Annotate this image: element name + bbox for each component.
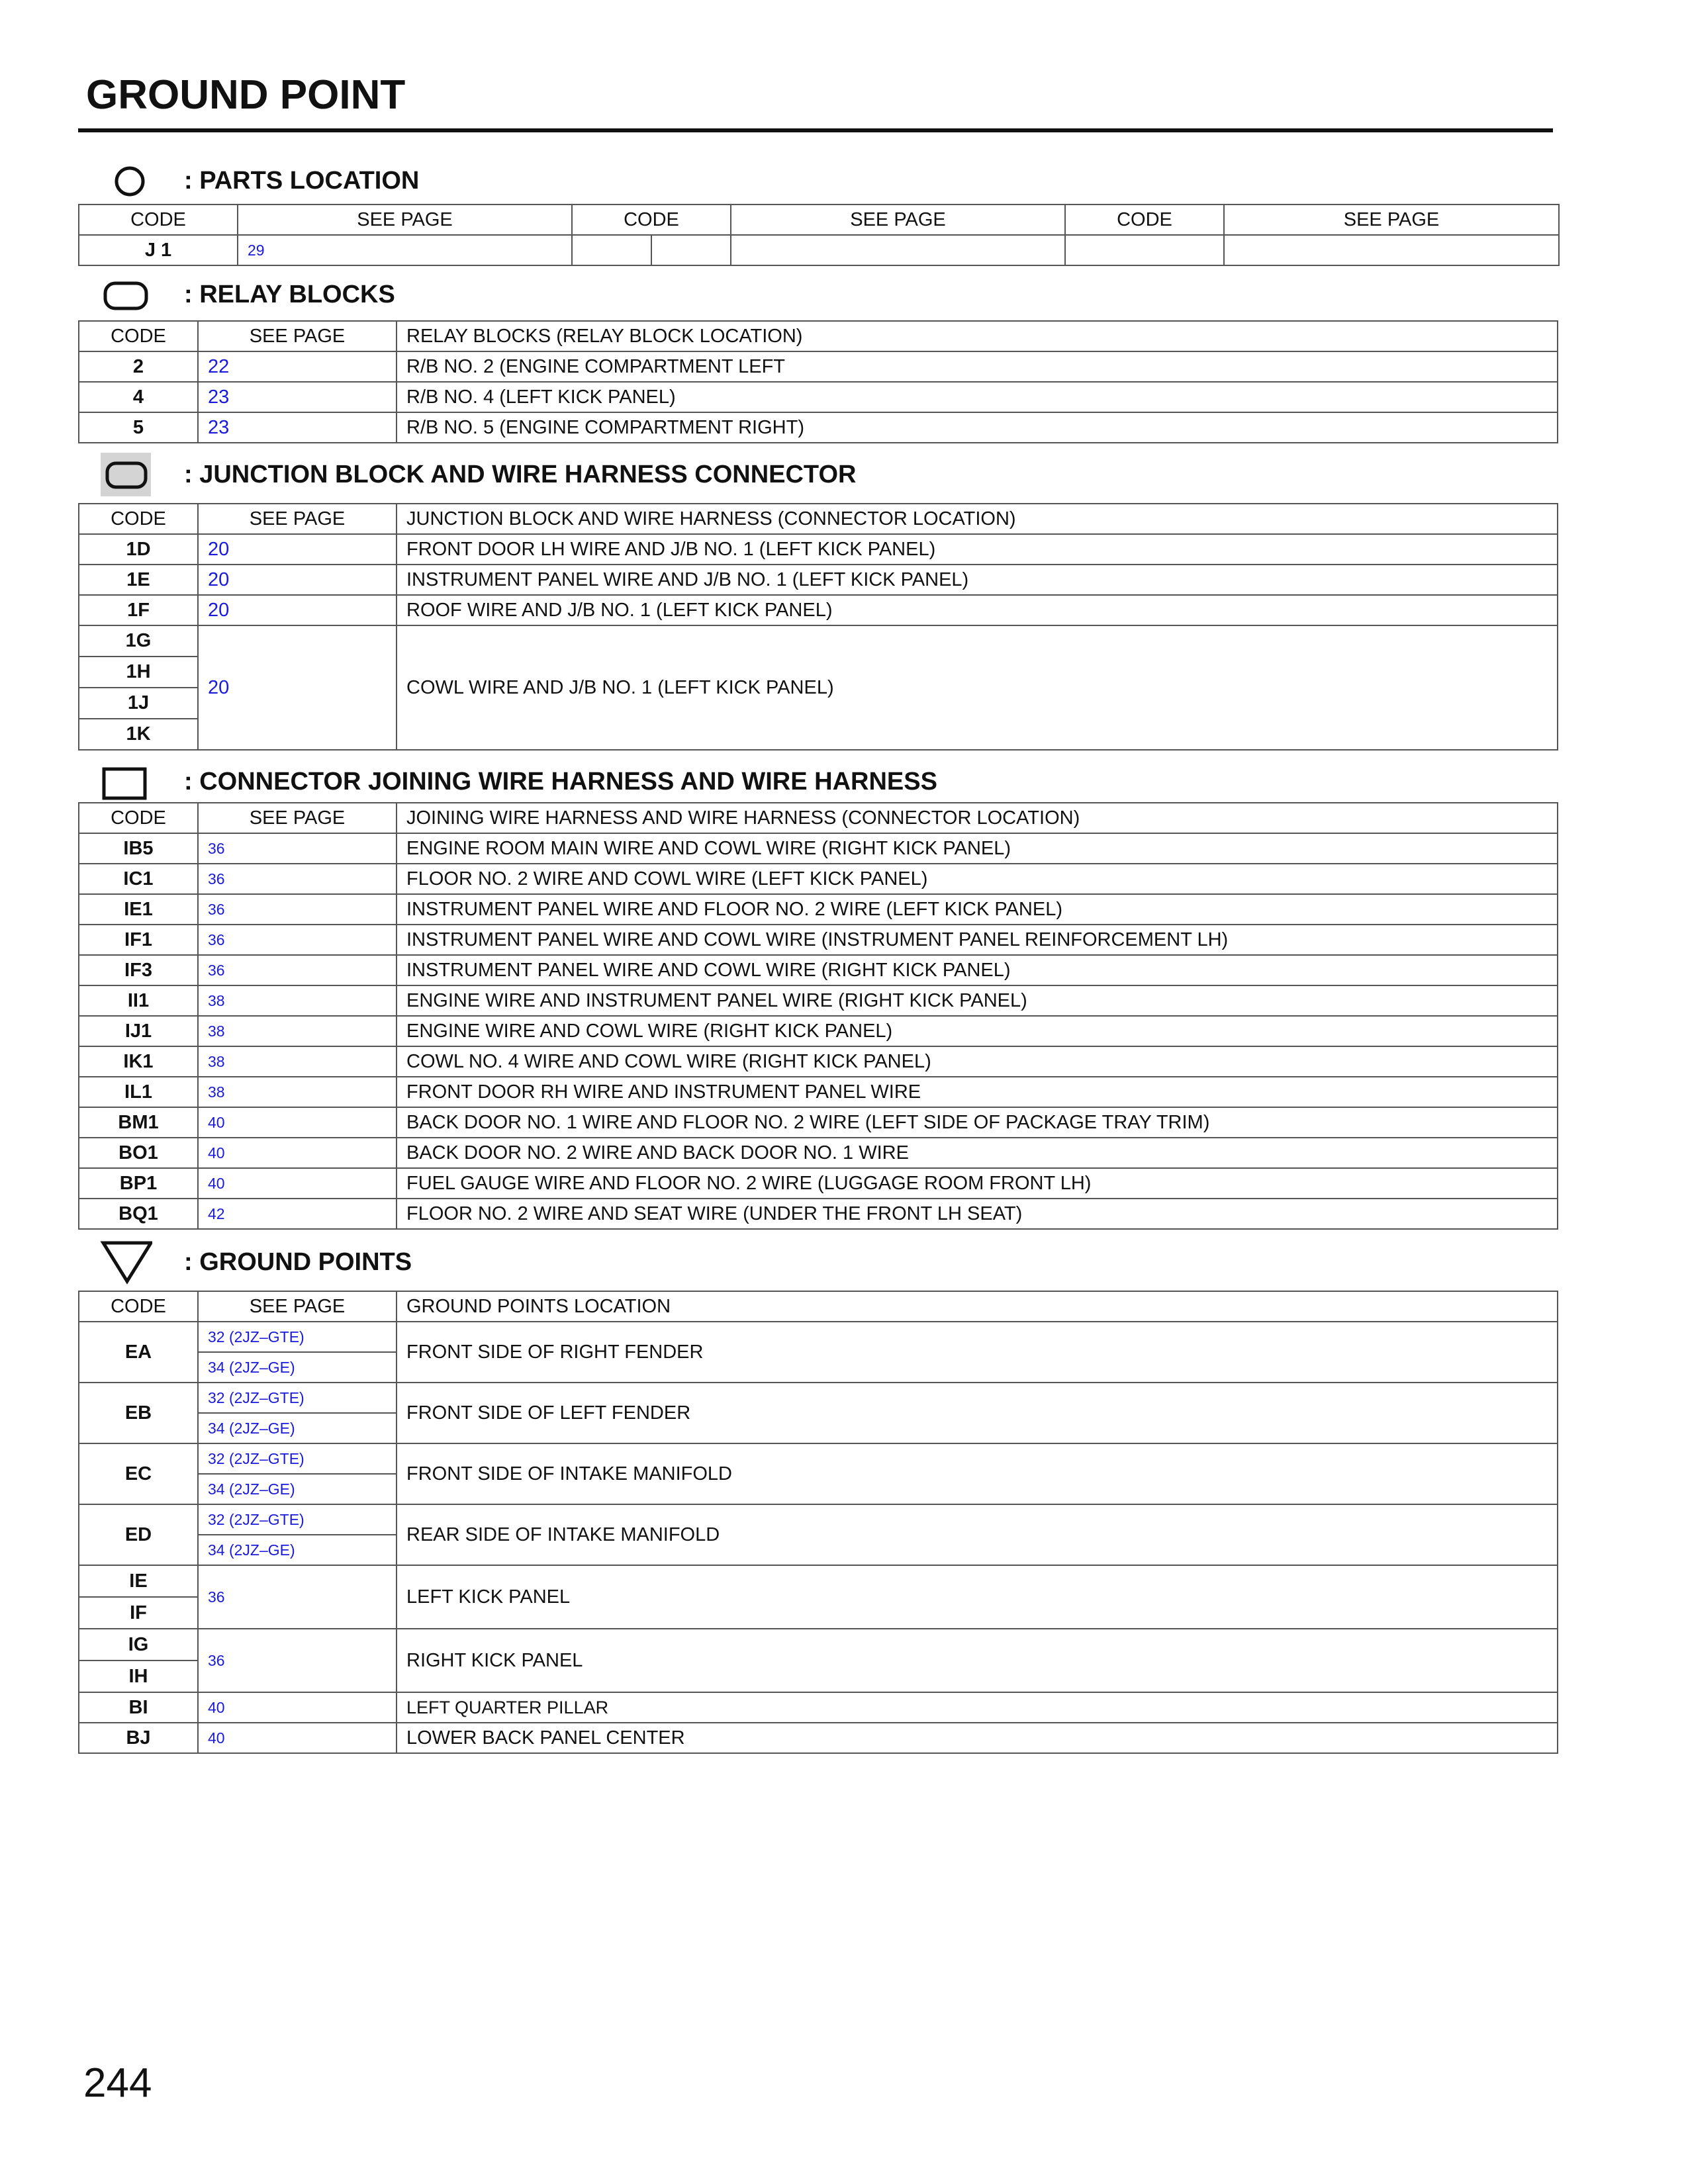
page-link[interactable]: 32 (2JZ–GTE) — [198, 1504, 397, 1535]
desc-cell: R/B NO. 2 (ENGINE COMPARTMENT LEFT — [397, 351, 1558, 382]
table-header — [79, 205, 1559, 235]
header-cell: CODE — [79, 1291, 198, 1322]
table-row — [79, 1107, 1558, 1138]
code-cell: IK1 — [79, 1046, 198, 1077]
table-row — [79, 985, 1558, 1016]
code-cell: IJ1 — [79, 1016, 198, 1046]
desc-cell: R/B NO. 4 (LEFT KICK PANEL) — [397, 382, 1558, 412]
connector-table — [78, 802, 1558, 1230]
desc-cell: FUEL GAUGE WIRE AND FLOOR NO. 2 WIRE (LUGGAGE ROOM FRONT LH) — [397, 1168, 1558, 1199]
code-cell: BM1 — [79, 1107, 198, 1138]
table-row — [79, 1046, 1558, 1077]
code-cell: 1G — [79, 625, 198, 657]
code-cell: II1 — [79, 985, 198, 1016]
section-title: : GROUND POINTS — [184, 1248, 412, 1276]
table-row — [79, 625, 1558, 657]
empty-cell — [651, 235, 731, 265]
table-row — [79, 351, 1558, 382]
page-link[interactable]: 38 — [198, 1046, 397, 1077]
table-row — [79, 1199, 1558, 1229]
desc-cell: INSTRUMENT PANEL WIRE AND FLOOR NO. 2 WIRE (LEFT KICK PANEL) — [397, 894, 1558, 925]
desc-cell: FLOOR NO. 2 WIRE AND SEAT WIRE (UNDER THE FRONT LH SEAT) — [397, 1199, 1558, 1229]
table-row — [79, 1723, 1558, 1753]
desc-cell: INSTRUMENT PANEL WIRE AND COWL WIRE (RIGHT KICK PANEL) — [397, 955, 1558, 985]
page-link[interactable]: 36 — [198, 925, 397, 955]
desc-cell: FRONT DOOR RH WIRE AND INSTRUMENT PANEL WIRE — [397, 1077, 1558, 1107]
page-link[interactable]: 34 (2JZ–GE) — [198, 1413, 397, 1443]
table-header — [79, 504, 1558, 534]
code-cell: EA — [79, 1322, 198, 1383]
header-cell: CODE — [79, 321, 198, 351]
table-row — [79, 1565, 1558, 1597]
ground-triangle-icon — [99, 1239, 152, 1285]
section-title: : PARTS LOCATION — [184, 167, 420, 195]
parts-location-table — [78, 204, 1560, 266]
page-link[interactable]: 36 — [198, 833, 397, 864]
desc-cell: FRONT DOOR LH WIRE AND J/B NO. 1 (LEFT KICK PANEL) — [397, 534, 1558, 565]
table-row — [79, 1077, 1558, 1107]
code-cell: IB5 — [79, 833, 198, 864]
table-header — [79, 1291, 1558, 1322]
page-link[interactable]: 38 — [198, 985, 397, 1016]
page-link[interactable]: 36 — [198, 864, 397, 894]
page-link[interactable]: 40 — [198, 1692, 397, 1723]
code-cell: 4 — [79, 382, 198, 412]
code-cell: BQ1 — [79, 1199, 198, 1229]
desc-cell: BACK DOOR NO. 2 WIRE AND BACK DOOR NO. 1 WIRE — [397, 1138, 1558, 1168]
code-cell: 2 — [79, 351, 198, 382]
header-cell: SEE PAGE — [731, 205, 1065, 235]
title-rule — [78, 128, 1553, 132]
header-cell: CODE — [572, 205, 731, 235]
code-cell: IC1 — [79, 864, 198, 894]
desc-cell: ENGINE ROOM MAIN WIRE AND COWL WIRE (RIGHT KICK PANEL) — [397, 833, 1558, 864]
table-row — [79, 235, 1559, 265]
code-cell: 1H — [79, 657, 198, 688]
junction-block-icon — [99, 451, 152, 498]
code-cell: EC — [79, 1443, 198, 1504]
empty-cell — [572, 235, 651, 265]
page-link[interactable]: 29 — [238, 235, 572, 265]
table-row — [79, 1322, 1558, 1352]
table-header — [79, 321, 1558, 351]
desc-cell: FRONT SIDE OF LEFT FENDER — [397, 1383, 1558, 1443]
page-link[interactable]: 20 — [198, 595, 397, 625]
page-link[interactable]: 32 (2JZ–GTE) — [198, 1383, 397, 1413]
table-row — [79, 595, 1558, 625]
header-cell: GROUND POINTS LOCATION — [397, 1291, 1558, 1322]
table-row — [79, 1692, 1558, 1723]
header-cell: SEE PAGE — [198, 1291, 397, 1322]
desc-cell: LOWER BACK PANEL CENTER — [397, 1723, 1558, 1753]
code-cell: 5 — [79, 412, 198, 443]
header-cell: CODE — [79, 504, 198, 534]
desc-cell: LEFT QUARTER PILLAR — [397, 1692, 1558, 1723]
table-row — [79, 894, 1558, 925]
desc-cell: ENGINE WIRE AND COWL WIRE (RIGHT KICK PANEL) — [397, 1016, 1558, 1046]
page-link[interactable]: 38 — [198, 1016, 397, 1046]
header-cell: SEE PAGE — [238, 205, 572, 235]
page-link[interactable]: 38 — [198, 1077, 397, 1107]
page-link[interactable]: 40 — [198, 1107, 397, 1138]
desc-cell: BACK DOOR NO. 1 WIRE AND FLOOR NO. 2 WIRE (LEFT SIDE OF PACKAGE TRAY TRIM) — [397, 1107, 1558, 1138]
page-link[interactable]: 32 (2JZ–GTE) — [198, 1322, 397, 1352]
connector-icon — [99, 758, 152, 805]
desc-cell: R/B NO. 5 (ENGINE COMPARTMENT RIGHT) — [397, 412, 1558, 443]
desc-cell: ROOF WIRE AND J/B NO. 1 (LEFT KICK PANEL) — [397, 595, 1558, 625]
page-link[interactable]: 40 — [198, 1168, 397, 1199]
code-cell: 1E — [79, 565, 198, 595]
code-cell: IE1 — [79, 894, 198, 925]
code-cell: 1K — [79, 719, 198, 750]
page-link[interactable]: 22 — [198, 351, 397, 382]
page-link[interactable]: 36 — [198, 955, 397, 985]
page-link[interactable]: 34 (2JZ–GE) — [198, 1535, 397, 1565]
code-cell: BP1 — [79, 1168, 198, 1199]
desc-cell: INSTRUMENT PANEL WIRE AND J/B NO. 1 (LEFT KICK PANEL) — [397, 565, 1558, 595]
section-title: : RELAY BLOCKS — [184, 281, 395, 308]
header-cell: CODE — [1065, 205, 1224, 235]
empty-cell — [1224, 235, 1559, 265]
desc-cell: FRONT SIDE OF RIGHT FENDER — [397, 1322, 1558, 1383]
table-row — [79, 565, 1558, 595]
header-cell: RELAY BLOCKS (RELAY BLOCK LOCATION) — [397, 321, 1558, 351]
code-cell: EB — [79, 1383, 198, 1443]
table-row — [79, 1016, 1558, 1046]
table-row — [79, 925, 1558, 955]
code-cell: IE — [79, 1565, 198, 1597]
section-title: : JUNCTION BLOCK AND WIRE HARNESS CONNECTOR — [184, 461, 857, 488]
header-cell: SEE PAGE — [1224, 205, 1559, 235]
page-link[interactable]: 36 — [198, 1565, 397, 1629]
header-cell: JOINING WIRE HARNESS AND WIRE HARNESS (CONNECTOR LOCATION) — [397, 803, 1558, 833]
page-link[interactable]: 23 — [198, 412, 397, 443]
desc-cell: COWL WIRE AND J/B NO. 1 (LEFT KICK PANEL) — [397, 625, 1558, 750]
table-row — [79, 1629, 1558, 1661]
page-link[interactable]: 36 — [198, 894, 397, 925]
table-row — [79, 955, 1558, 985]
table-row — [79, 1168, 1558, 1199]
page-link[interactable]: 32 (2JZ–GTE) — [198, 1443, 397, 1474]
header-cell: JUNCTION BLOCK AND WIRE HARNESS (CONNECTOR LOCATION) — [397, 504, 1558, 534]
table-row — [79, 864, 1558, 894]
page-link[interactable]: 23 — [198, 382, 397, 412]
header-cell: SEE PAGE — [198, 321, 397, 351]
page-link[interactable]: 36 — [198, 1629, 397, 1692]
code-cell: IL1 — [79, 1077, 198, 1107]
table-row — [79, 1443, 1558, 1474]
table-row — [79, 1383, 1558, 1413]
code-cell: IF — [79, 1597, 198, 1629]
desc-cell: FLOOR NO. 2 WIRE AND COWL WIRE (LEFT KICK PANEL) — [397, 864, 1558, 894]
page-number: 244 — [83, 2060, 152, 2106]
table-row — [79, 534, 1558, 565]
ground-points-table — [78, 1291, 1558, 1754]
code-cell: ED — [79, 1504, 198, 1565]
code-cell: IF3 — [79, 955, 198, 985]
page-title: GROUND POINT — [86, 72, 406, 118]
page-link[interactable]: 42 — [198, 1199, 397, 1229]
empty-cell — [1065, 235, 1224, 265]
page-link[interactable]: 34 (2JZ–GE) — [198, 1474, 397, 1504]
desc-cell: INSTRUMENT PANEL WIRE AND COWL WIRE (INSTRUMENT PANEL REINFORCEMENT LH) — [397, 925, 1558, 955]
table-header — [79, 803, 1558, 833]
code-cell: BO1 — [79, 1138, 198, 1168]
header-cell: SEE PAGE — [198, 504, 397, 534]
code-cell: 1J — [79, 688, 198, 719]
code-cell: BJ — [79, 1723, 198, 1753]
circle-icon — [99, 158, 152, 204]
code-cell: BI — [79, 1692, 198, 1723]
table-row — [79, 833, 1558, 864]
header-cell: CODE — [79, 205, 238, 235]
desc-cell: RIGHT KICK PANEL — [397, 1629, 1558, 1692]
section-title: : CONNECTOR JOINING WIRE HARNESS AND WIRE HARNESS — [184, 768, 937, 796]
header-cell: CODE — [79, 803, 198, 833]
page-link[interactable]: 20 — [198, 625, 397, 750]
code-cell: J 1 — [79, 235, 238, 265]
desc-cell: FRONT SIDE OF INTAKE MANIFOLD — [397, 1443, 1558, 1504]
page-link[interactable]: 20 — [198, 534, 397, 565]
junction-block-table — [78, 503, 1558, 751]
page-link[interactable]: 34 (2JZ–GE) — [198, 1352, 397, 1383]
table-row — [79, 1138, 1558, 1168]
desc-cell: REAR SIDE OF INTAKE MANIFOLD — [397, 1504, 1558, 1565]
code-cell: 1D — [79, 534, 198, 565]
page-link[interactable]: 40 — [198, 1723, 397, 1753]
page-link[interactable]: 20 — [198, 565, 397, 595]
code-cell: IH — [79, 1661, 198, 1692]
code-cell: IF1 — [79, 925, 198, 955]
code-cell: IG — [79, 1629, 198, 1661]
table-row — [79, 382, 1558, 412]
desc-cell: ENGINE WIRE AND INSTRUMENT PANEL WIRE (RIGHT KICK PANEL) — [397, 985, 1558, 1016]
relay-block-icon — [99, 271, 152, 318]
empty-cell — [731, 235, 1065, 265]
table-row — [79, 412, 1558, 443]
table-row — [79, 1504, 1558, 1535]
page-link[interactable]: 40 — [198, 1138, 397, 1168]
code-cell: 1F — [79, 595, 198, 625]
header-cell: SEE PAGE — [198, 803, 397, 833]
desc-cell: COWL NO. 4 WIRE AND COWL WIRE (RIGHT KICK PANEL) — [397, 1046, 1558, 1077]
relay-blocks-table — [78, 320, 1558, 443]
desc-cell: LEFT KICK PANEL — [397, 1565, 1558, 1629]
